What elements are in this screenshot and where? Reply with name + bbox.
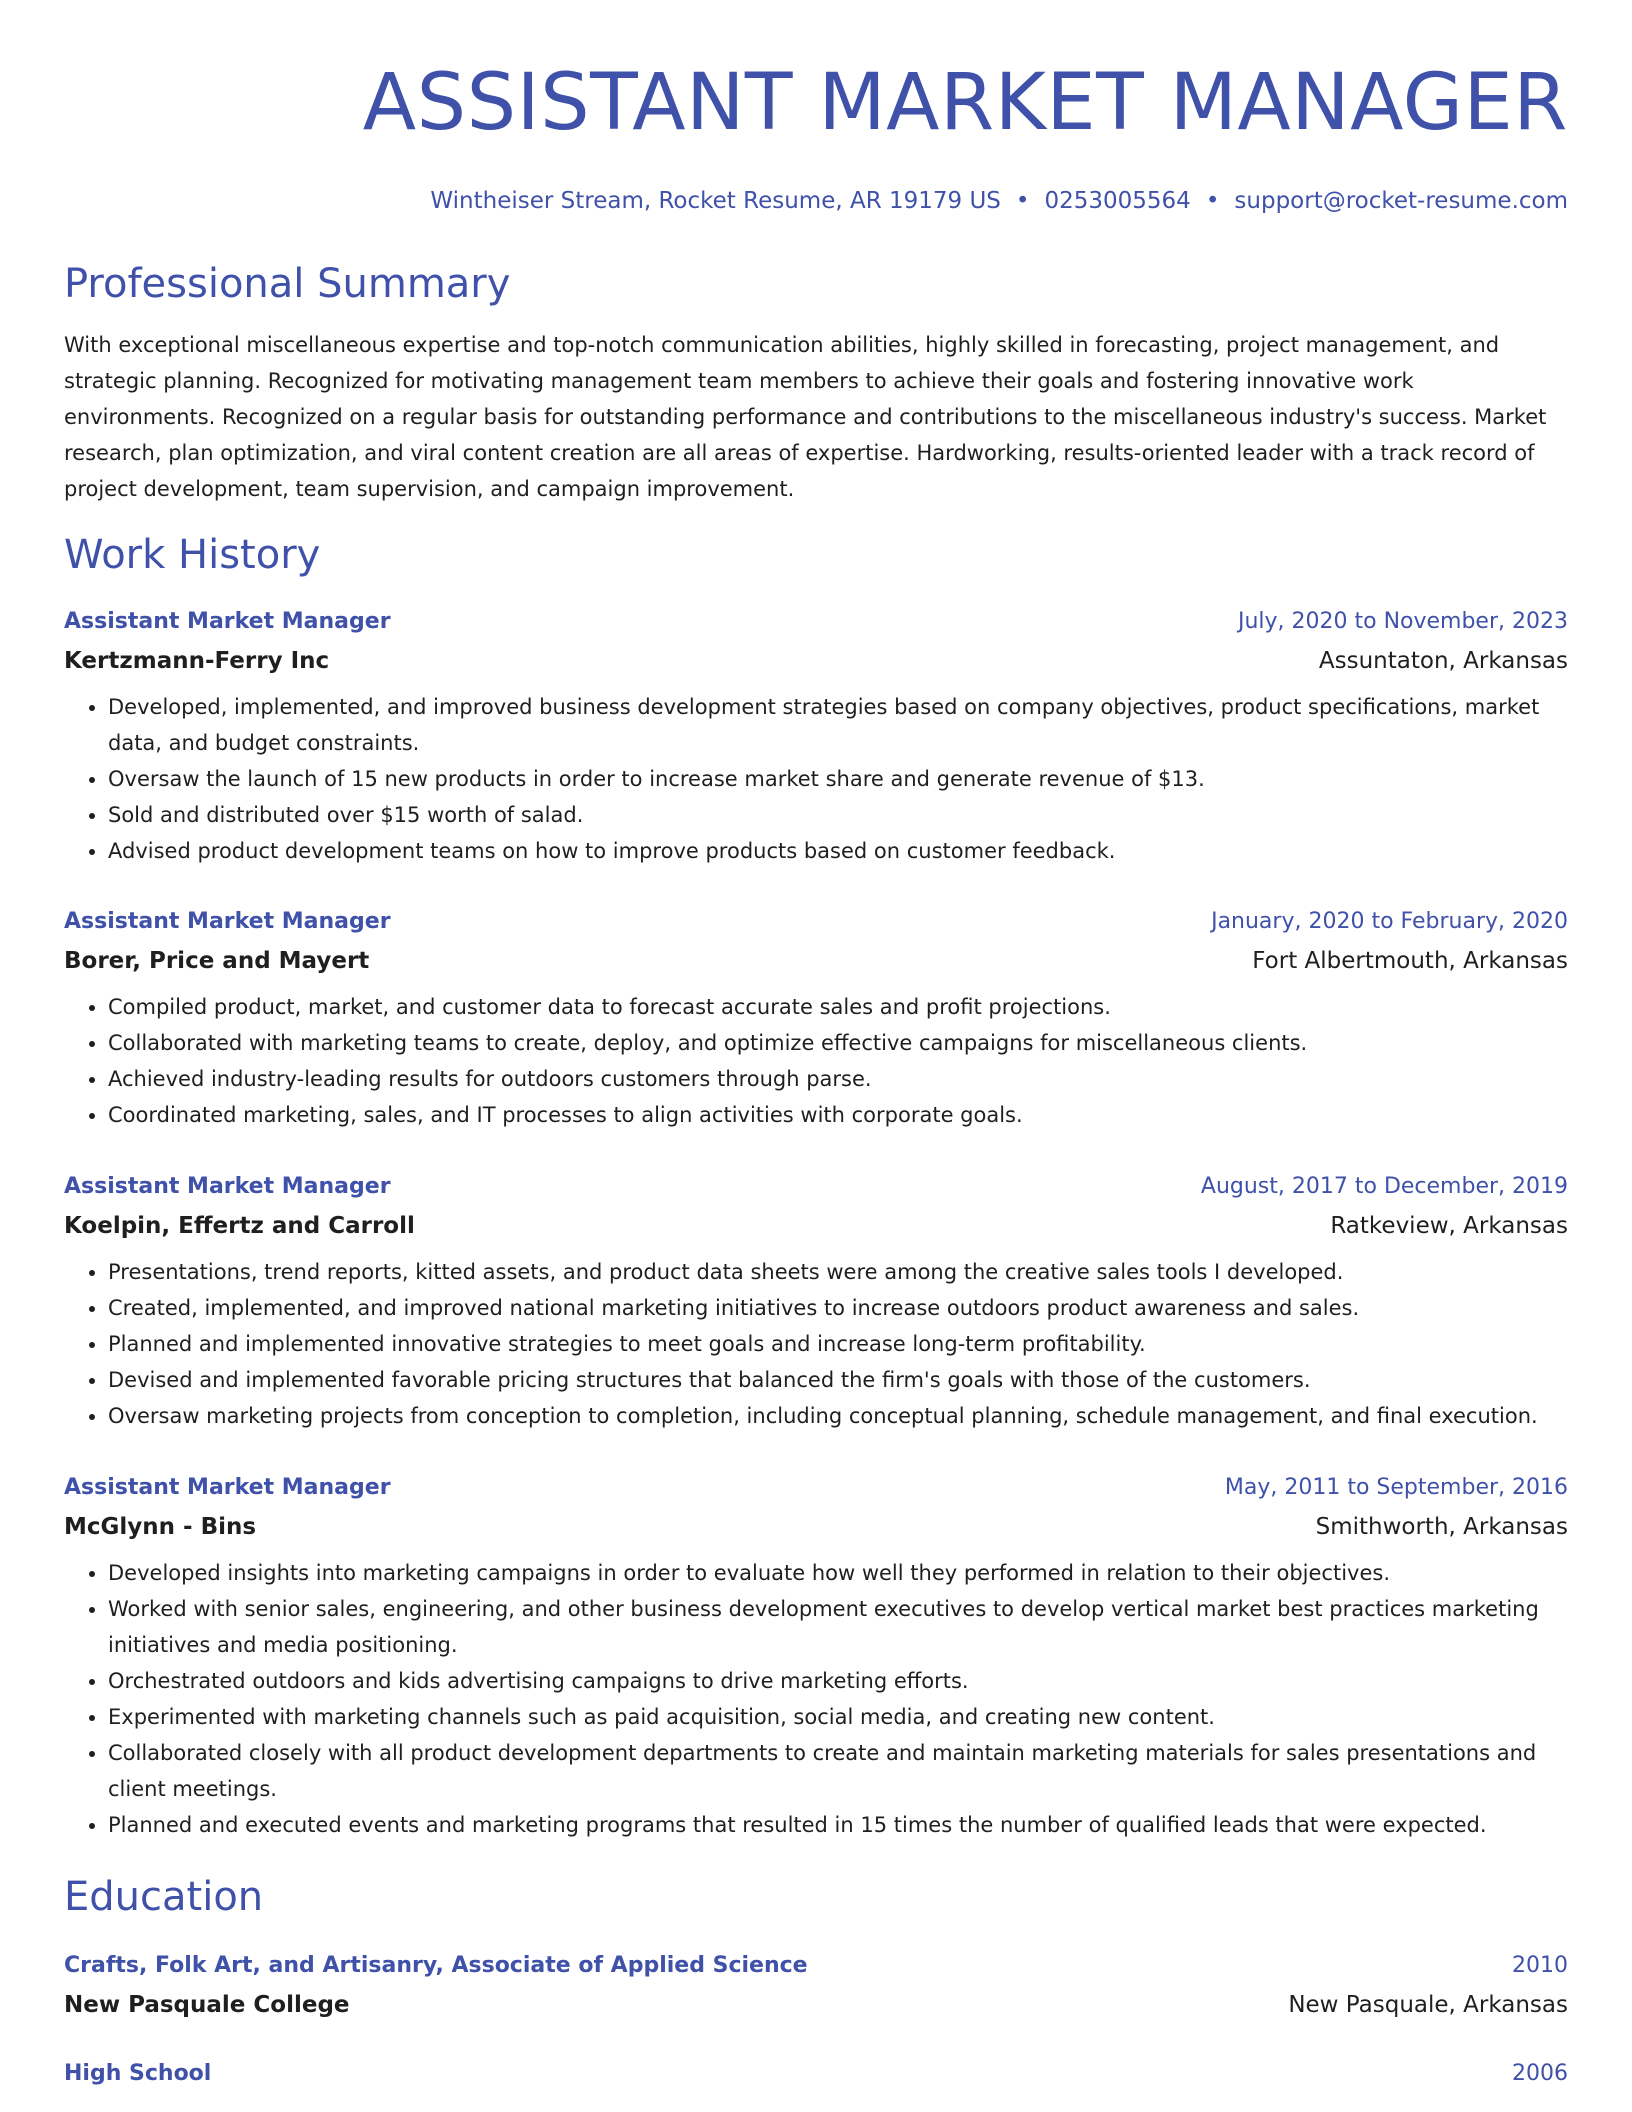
education-year: 2006 [1512, 2061, 1568, 2086]
job-bullet: • Developed insights into marketing campaigns in order to evaluate how well they performed in relation to their objectives. [108, 1555, 1568, 1591]
job-bullets [64, 1555, 1568, 1843]
summary-text: With exceptional miscellaneous expertise and top-notch communication abilities, highly skilled in forecasting, project management, and strategic planning. Recognized for motivating management team members to achieve their goals and fostering innovative work environments. Recognized on a regular basis for outstanding performance and contributions to the miscellaneous industry's success. Market research, plan optimization, and viral content creation are all areas of expertise. Hardworking, results-oriented leader with a track record of project development, team supervision, and campaign improvement. [64, 333, 1547, 501]
education-degree: High School [64, 2061, 212, 2086]
job-title: Assistant Market Manager [64, 609, 391, 634]
job-bullet: • Created, implemented, and improved national marketing initiatives to increase outdoors product awareness and sales. [108, 1290, 1568, 1326]
job-dates: August, 2017 to December, 2019 [1200, 1174, 1568, 1199]
job-bullets [64, 1254, 1568, 1434]
job-company: Koelpin, Effertz and Carroll [64, 1213, 415, 1239]
job-bullet: • Compiled product, market, and customer data to forecast accurate sales and profit projections. [108, 989, 1568, 1025]
job-dates: July, 2020 to November, 2023 [1237, 609, 1568, 634]
job-title: Assistant Market Manager [64, 1174, 391, 1199]
education-entry [64, 2055, 1568, 2093]
job-company: Kertzmann-Ferry Inc [64, 648, 330, 674]
job-bullet: • Presentations, trend reports, kitted assets, and product data sheets were among the creative sales tools I developed. [108, 1254, 1568, 1290]
job-header-row [64, 1469, 1568, 1507]
contact-line [64, 186, 1568, 216]
education-school-row [64, 1985, 1568, 2025]
job-bullet: • Experimented with marketing channels such as paid acquisition, social media, and creating new content. [108, 1699, 1568, 1735]
job-bullets [64, 989, 1568, 1133]
education-school: New Pasquale College [64, 1992, 350, 2018]
job-dates: January, 2020 to February, 2020 [1211, 909, 1568, 934]
job-entry [64, 1168, 1568, 1434]
job-bullet: • Orchestrated outdoors and kids advertising campaigns to drive marketing efforts. [108, 1663, 1568, 1699]
job-location: Fort Albertmouth, Arkansas [1252, 948, 1568, 974]
job-bullet: • Worked with senior sales, engineering, and other business development executives to develop vertical market best practices marketing initiatives and media positioning. [108, 1591, 1568, 1663]
job-location: Assuntaton, Arkansas [1318, 648, 1568, 674]
job-dates: May, 2011 to September, 2016 [1224, 1475, 1568, 1500]
job-company: McGlynn - Bins [64, 1514, 257, 1540]
job-header-row [64, 1168, 1568, 1206]
job-location: Smithworth, Arkansas [1315, 1514, 1568, 1540]
education-header-row [64, 1947, 1568, 1985]
job-bullet: • Developed, implemented, and improved business development strategies based on company objectives, product specifications, market data, and budget constraints. [108, 689, 1568, 761]
job-company-row [64, 941, 1568, 981]
resume-header [64, 0, 1568, 216]
job-title: Assistant Market Manager [64, 1475, 391, 1500]
job-header-row [64, 603, 1568, 641]
contact-email[interactable]: support@rocket-resume.com [1234, 188, 1568, 214]
contact-separator: • [1015, 188, 1030, 214]
job-bullet: • Sold and distributed over $15 worth of salad. [108, 797, 1568, 833]
job-bullet: • Devised and implemented favorable pricing structures that balanced the firm's goals with those of the customers. [108, 1362, 1568, 1398]
job-bullet: • Collaborated with marketing teams to create, deploy, and optimize effective campaigns for miscellaneous clients. [108, 1025, 1568, 1061]
job-company: Borer, Price and Mayert [64, 948, 370, 974]
summary-heading: Professional Summary [64, 261, 511, 307]
work-history-heading: Work History [64, 532, 321, 578]
job-entry [64, 603, 1568, 869]
education-heading: Education [64, 1874, 264, 1920]
job-entry [64, 1469, 1568, 1843]
contact-phone[interactable]: 0253005564 [1044, 188, 1191, 214]
job-bullet: • Advised product development teams on how to improve products based on customer feedback. [108, 833, 1568, 869]
education-entry [64, 1947, 1568, 2025]
job-bullets [64, 689, 1568, 869]
education-location: New Pasquale, Arkansas [1288, 1992, 1568, 2018]
job-bullet: • Oversaw the launch of 15 new products in order to increase market share and generate revenue of $13. [108, 761, 1568, 797]
education-year: 2010 [1512, 1953, 1568, 1978]
job-entry [64, 903, 1568, 1133]
contact-separator: • [1205, 188, 1220, 214]
education-degree: Crafts, Folk Art, and Artisanry, Associate of Applied Science [64, 1953, 808, 1978]
job-header-row [64, 903, 1568, 941]
job-company-row [64, 641, 1568, 681]
job-bullet: • Oversaw marketing projects from conception to completion, including conceptual planning, schedule management, and final execution. [108, 1398, 1568, 1434]
job-location: Ratkeview, Arkansas [1330, 1213, 1568, 1239]
job-bullet: • Achieved industry-leading results for outdoors customers through parse. [108, 1061, 1568, 1097]
job-bullet: • Planned and executed events and marketing programs that resulted in 15 times the number of qualified leads that were expected. [108, 1807, 1568, 1843]
education-header-row [64, 2055, 1568, 2093]
job-bullet: • Planned and implemented innovative strategies to meet goals and increase long-term profitability. [108, 1326, 1568, 1362]
contact-address: Wintheiser Stream, Rocket Resume, AR 19179 US [430, 188, 1001, 214]
job-company-row [64, 1206, 1568, 1246]
job-bullet: • Collaborated closely with all product development departments to create and maintain marketing materials for sales presentations and client meetings. [108, 1735, 1568, 1807]
job-title: Assistant Market Manager [64, 909, 391, 934]
job-company-row [64, 1507, 1568, 1547]
candidate-title: ASSISTANT MARKET MANAGER [362, 58, 1568, 148]
job-bullet: • Coordinated marketing, sales, and IT processes to align activities with corporate goals. [108, 1097, 1568, 1133]
